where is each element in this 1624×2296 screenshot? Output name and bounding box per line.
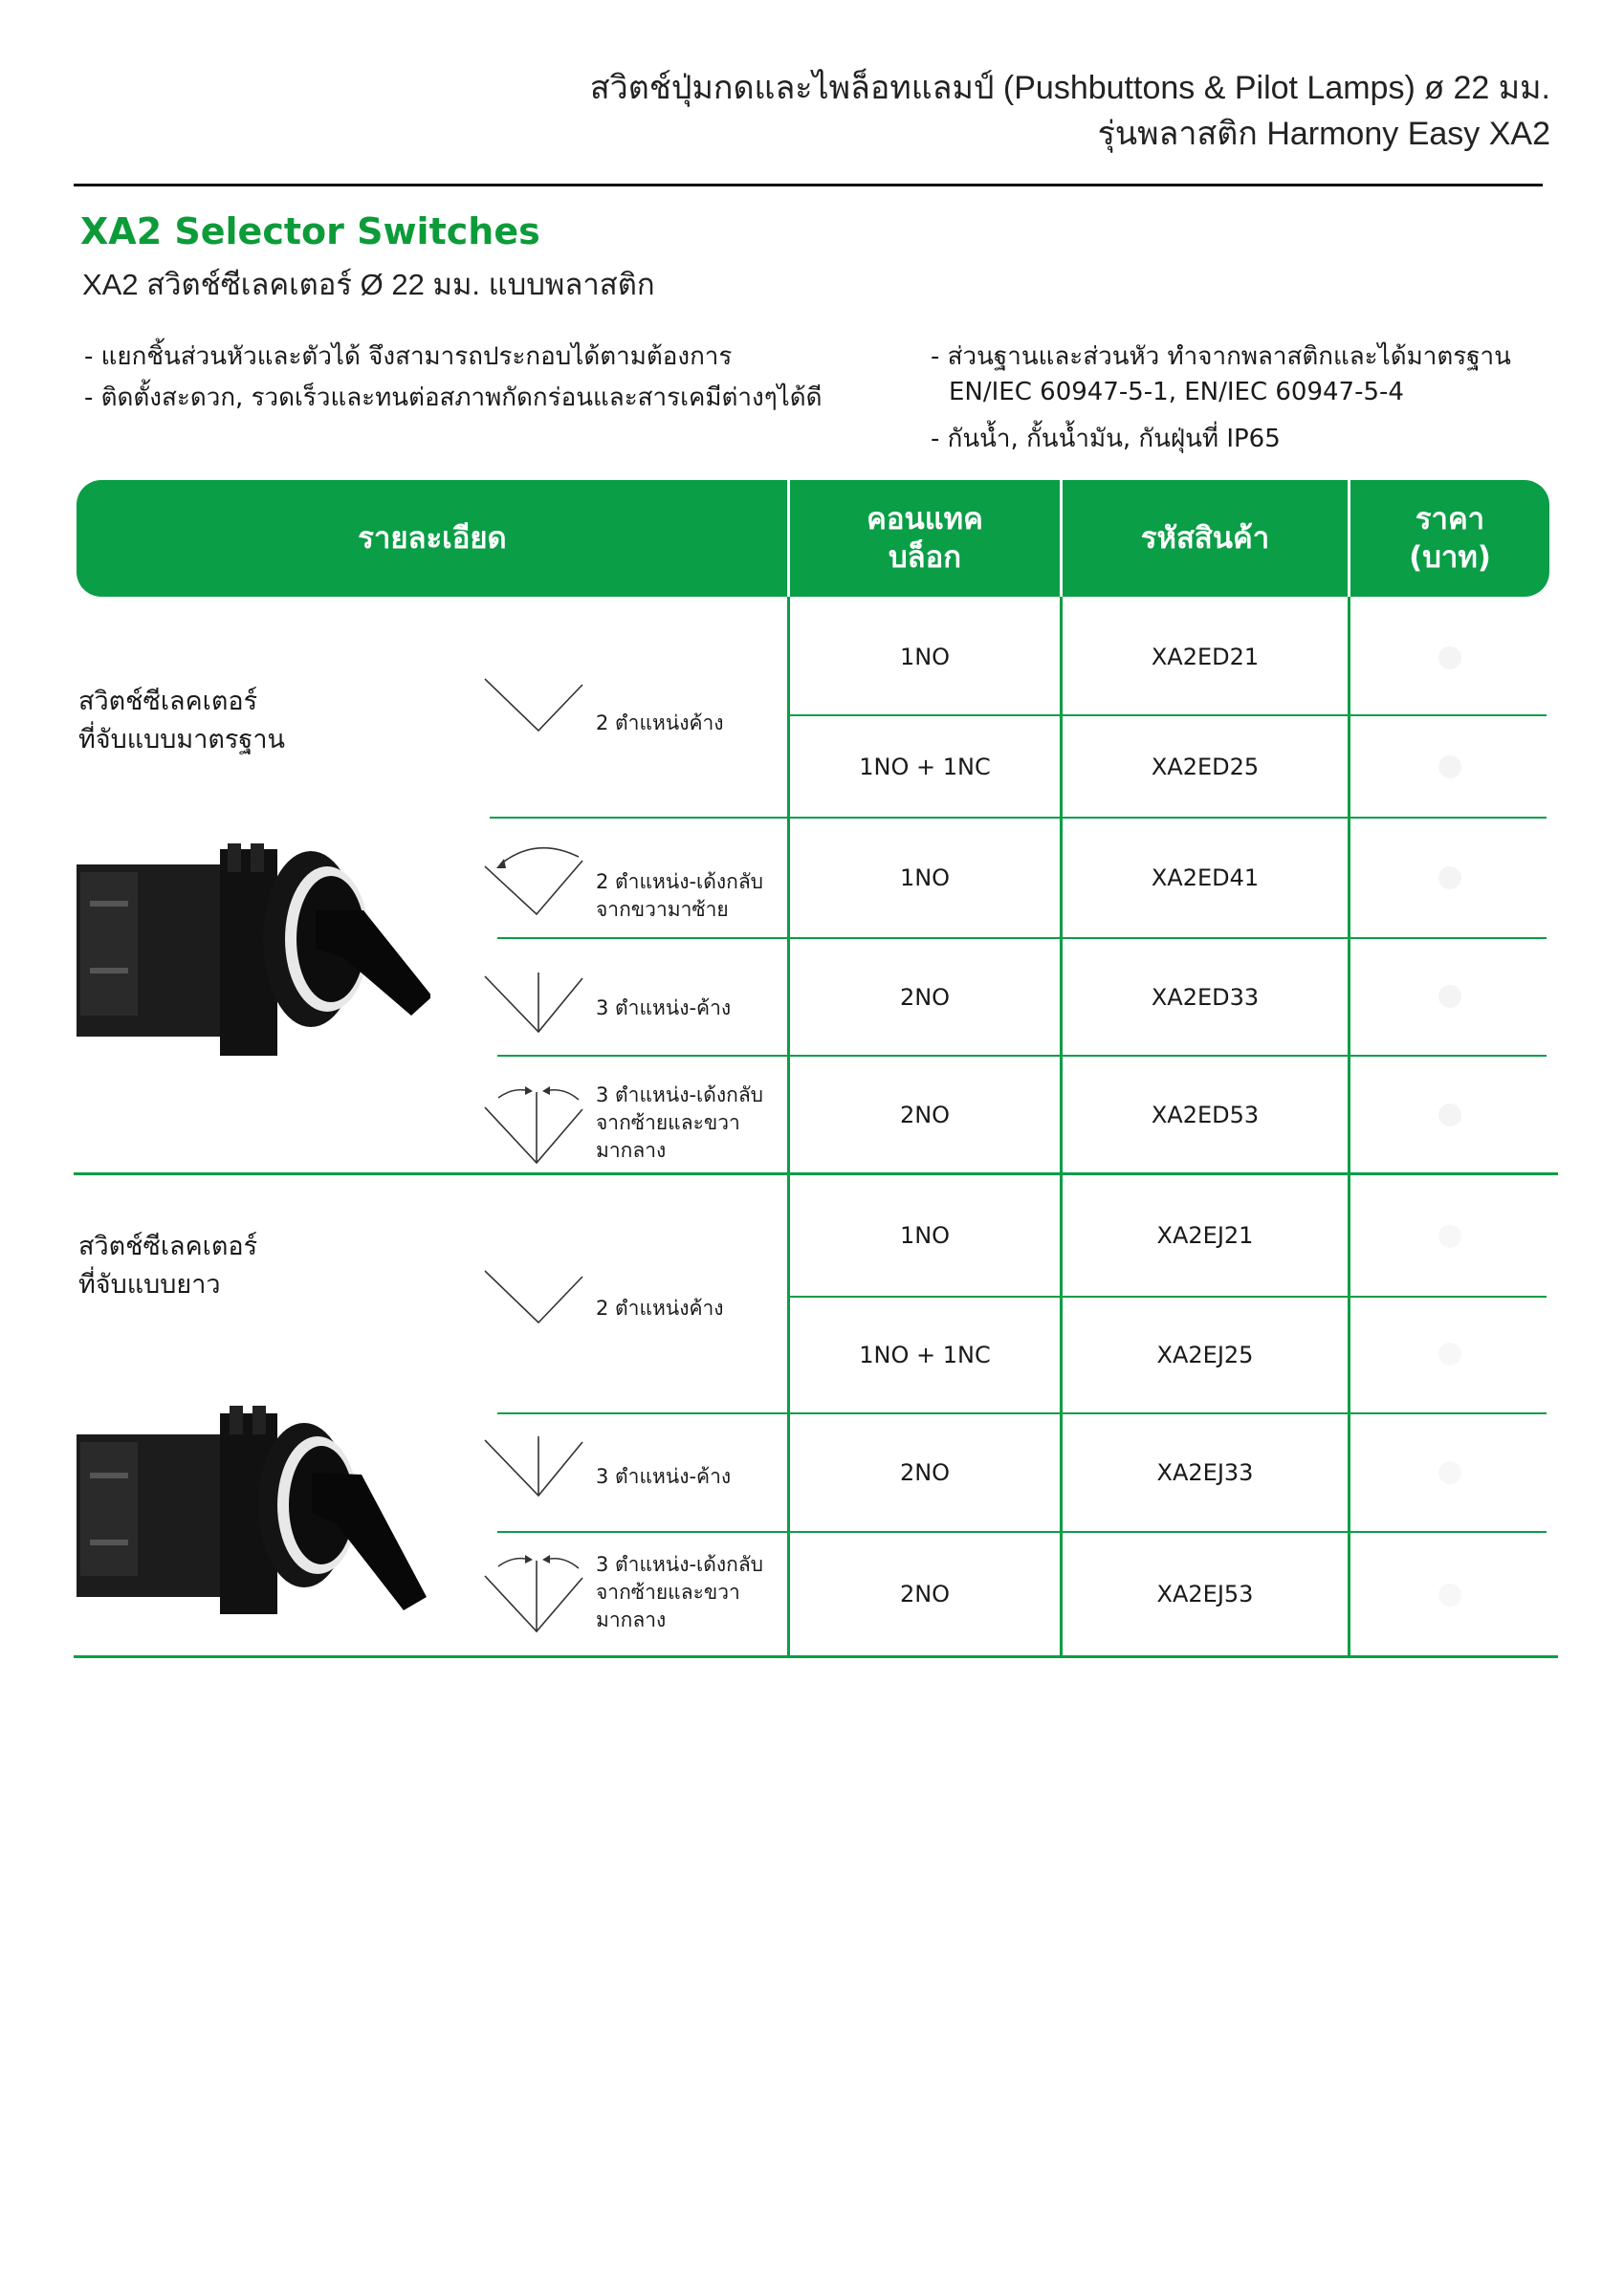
price-cell [1438,1461,1461,1484]
header-separator [1348,480,1350,597]
header-separator [787,480,790,597]
contact-cell: 1NO [899,644,951,670]
feature-left-1: - แยกชิ้นส่วนหัวและตัวได้ จึงสามารถประกอบได้ตามต้องการ [84,342,733,371]
position-label: 2 ตำแหน่ง-เด้งกลับ จากขวามาซ้าย [596,870,764,921]
price-cell [1438,1343,1461,1366]
product-code-cell: XA2EJ21 [1156,1222,1254,1249]
contact-cell: 1NO [899,864,951,891]
header-line-2: รุ่นพลาสติก Harmony Easy XA2 [1097,116,1550,152]
two-position-maintained-icon [483,675,584,734]
feature-right-3: - กันน้ำ, กั้นน้ำมัน, กันฝุ่นที่ IP65 [931,425,1281,453]
group-label-standard-handle: สวิตช์ซีเลคเตอร์ ที่จับแบบมาตรฐาน [78,687,285,754]
header-contact-block: คอนแทค บล็อก [867,502,983,575]
three-position-spring-return-icon [483,1553,584,1633]
two-position-spring-return-icon [483,840,584,916]
position-label: 3 ตำแหน่ง-ค้าง [596,996,732,1019]
contact-cell: 1NO [899,1222,951,1249]
header-divider [74,184,1543,186]
contact-cell: 2NO [899,1459,951,1486]
position-label: 3 ตำแหน่ง-เด้งกลับ จากซ้ายและขวา มากลาง [596,1553,764,1631]
product-code-cell: XA2ED53 [1151,1101,1260,1128]
position-label: 3 ตำแหน่ง-ค้าง [596,1465,732,1488]
group-label-long-handle: สวิตช์ซีเลคเตอร์ ที่จับแบบยาว [78,1232,258,1300]
header-details: รายละเอียด [358,521,507,556]
product-code-cell: XA2EJ33 [1156,1459,1254,1486]
price-cell [1438,646,1461,669]
position-label: 2 ตำแหน่งค้าง [596,1297,724,1320]
contact-cell: 1NO + 1NC [859,1342,991,1368]
contact-cell: 1NO + 1NC [859,753,991,780]
product-code-cell: XA2ED41 [1151,864,1260,891]
product-code-cell: XA2ED33 [1151,983,1260,1011]
header-separator [1060,480,1063,597]
contact-cell: 2NO [899,1581,951,1607]
price-cell [1438,1225,1461,1248]
price-cell [1438,866,1461,889]
contact-cell: 2NO [899,983,951,1011]
section-title-th: XA2 สวิตช์ซีเลคเตอร์ Ø 22 มม. แบบพลาสติก [82,268,655,301]
product-code-cell: XA2EJ53 [1156,1581,1254,1607]
feature-left-2: - ติดตั้งสะดวก, รวดเร็วและทนต่อสภาพกัดกร่อนและสารเคมีต่างๆได้ดี [84,383,823,412]
long-handle-selector-switch-photo [77,1406,430,1618]
position-label: 3 ตำแหน่ง-เด้งกลับ จากซ้ายและขวา มากลาง [596,1083,764,1162]
three-position-spring-return-icon [483,1084,584,1165]
three-position-maintained-icon [483,971,584,1036]
price-cell [1438,755,1461,778]
two-position-maintained-icon [483,1267,584,1326]
column-line [1348,597,1350,1658]
header-line-1: สวิตช์ปุ่มกดและไพล็อทแลมป์ (Pushbuttons & Pilot Lamps) ø 22 มม. [589,70,1550,106]
price-cell [1438,1104,1461,1126]
table-bottom-line [74,1655,1558,1658]
product-code-cell: XA2ED21 [1151,644,1260,670]
header-price: ราคา (บาท) [1409,502,1491,575]
contact-cell: 2NO [899,1101,951,1128]
feature-right-1: - ส่วนฐานและส่วนหัว ทำจากพลาสติกและได้มาตรฐาน [931,342,1511,371]
standard-handle-selector-switch-photo [77,843,430,1056]
price-cell [1438,1584,1461,1607]
product-code-cell: XA2EJ25 [1156,1342,1254,1368]
price-cell [1438,985,1461,1008]
feature-right-2: EN/IEC 60947-5-1, EN/IEC 60947-5-4 [949,378,1404,406]
three-position-maintained-icon [483,1434,584,1499]
header-product-code: รหัสสินค้า [1140,521,1270,556]
position-label: 2 ตำแหน่งค้าง [596,711,724,734]
product-code-cell: XA2ED25 [1151,753,1260,780]
section-title-en: XA2 Selector Switches [80,210,540,252]
